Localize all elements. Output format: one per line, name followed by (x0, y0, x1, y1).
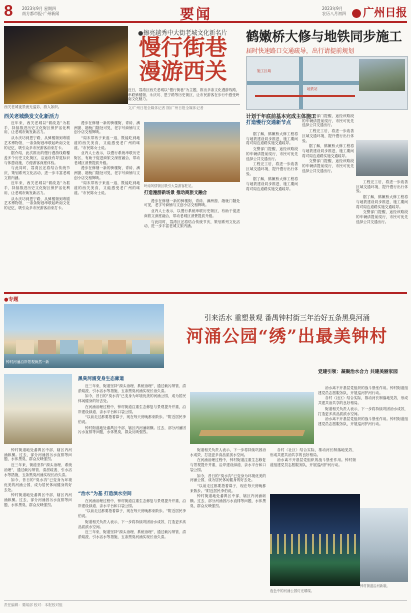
paragraph: 据介绍，此次推出的慢行漫游线路覆盖多个历史文化街区，沿途设有导览标识与休憩设施，方便游客深度体验。 (4, 151, 70, 165)
paragraph: 近年来，西关老城以“微改造”为抓手，持续推进历史文化街区保护活化利用，让老城市焕发新活力。 (4, 181, 70, 195)
paragraph: 交警部门提醒，途经该路段的车辆请提前绕行，市民可优先选择公共交通出行。 (246, 147, 298, 161)
paragraph: 钟村街道地处番禺区中部，辖区内河涌纵横。过去，部分河涌因污水直排等问题，水体黑臭，群众反映强烈。 (4, 448, 72, 462)
text-column-10 (190, 448, 266, 598)
paragraph: 钟村街道地处番禺区中部，辖区内河涌纵横。过去，部分河涌因污水直排等问题，水体黑臭，群众反映强烈。 (78, 425, 186, 435)
paragraph: 在河涌治理过程中，钟村街道注重生态修复与景观提升并重，沿岸建设绿道、亲水平台和口袋公园。 (190, 458, 266, 472)
feature-section-tag: ●专题 (4, 297, 19, 303)
night-park-photo (270, 494, 360, 586)
map-label-works: 施工区域 (257, 69, 271, 73)
paragraph: 钟村街道地处番禺区中部，辖区内河涌纵横。过去，部分河涌因污水直排等问题，水体黑臭，群众反映强烈。 (4, 493, 72, 507)
left-meta: 2023年9月 星期四 南方都市报·广州新闻 (22, 6, 60, 16)
headline-line-1: 慢行街巷 (138, 35, 227, 61)
route-map (246, 56, 408, 110)
street-market-photo (144, 122, 240, 182)
house-shape (60, 340, 78, 354)
text-column-9 (78, 499, 186, 597)
paper-name: 广州日报 (363, 6, 407, 19)
headline-line-2: 漫游西关 (138, 59, 227, 85)
paragraph: 交警部门提醒，途经该路段的车辆请提前绕行，市民可优先选择公共交通出行。 (356, 210, 408, 224)
paragraph: “以前走过都要捂着鼻子，现在每天傍晚都来散步。”附近居民李伯说。 (78, 415, 186, 424)
map-metro-line (255, 95, 355, 97)
paragraph: 在河涌治理过程中，钟村街道注重生态修复与景观提升并重，沿岸建设绿道、亲水平台和口袋公园。 (78, 404, 186, 414)
feature-right-head: 党建引领：凝聚治水合力 共建美丽家园 (318, 370, 398, 375)
riverside-photo (4, 304, 164, 368)
park-photo-left (4, 374, 72, 444)
text-column-3 (144, 190, 240, 290)
paragraph: 据了解，鹤嫩桥大修工程将与地铁建设同步推进，施工期间将对周边道路实施交通疏导。 (356, 195, 408, 209)
paragraph: 工程完工后，将进一步改善区域交通环境，提升慢行出行体验。 (356, 180, 408, 194)
house-shape (108, 340, 126, 354)
date-meta: 2023年9月 农历八月初四 (322, 6, 346, 16)
bridge-headline: 鹤嫩桥大修与地铁同步施工 (246, 30, 403, 45)
night-photo-caption: 西关老城夜景流光溢彩，游人如织。 (4, 105, 62, 109)
park-path (199, 430, 305, 436)
paragraph: 在河涌治理过程中，钟村街道注重生态修复与景观提升并重，沿岸建设绿道、亲水平台和口袋公园。 (78, 499, 186, 508)
paragraph: 街道相关负责人表示，下一步将持续巩固治水成效，打造更多高品质滨水空间。 (190, 448, 266, 457)
house-shape (84, 340, 102, 354)
paragraph: 街道相关负责人表示，下一步将持续巩固治水成效，打造更多高品质滨水空间。 (318, 406, 408, 416)
column-subhead: 打造漫游新场景 推动商旅文融合 (144, 191, 207, 196)
station-photo (356, 140, 408, 176)
night-street-photo (4, 26, 128, 104)
text-column-7 (4, 448, 72, 598)
string-lights (270, 534, 360, 554)
feature-headline: 河涌公园“绣”出最美钟村 (186, 327, 388, 347)
house-shape (132, 340, 150, 354)
riverside-tower-photo (360, 508, 408, 582)
roof-shape (38, 46, 94, 62)
bridge-photo (359, 59, 405, 91)
riverside-caption: 钟村河涌沿岸景观焕然一新 (6, 360, 50, 364)
paragraph: 与此同时，荔湾区还将结合传统节庆，策划系列文化活动，进一步丰富老城文旅内涵。 (144, 219, 240, 229)
paragraph: 据了解，鹤嫩桥大修工程将与地铁建设同步推进，施工期间将对周边道路实施交通疏导。 (246, 132, 298, 146)
market-photo-caption: 岭南风情街区吸引大量游客驻足。 (144, 184, 195, 188)
paragraph: 如今，昔日的“臭水沟”已变身为环境优美的河涌公园，成为居民休闲健身的好去处。 (190, 473, 266, 483)
logo-icon (352, 9, 361, 18)
feature-subhead-b: “治水”为基 打造滨水空间 (78, 492, 132, 497)
tower-caption: 钟村街道沿河新貌。 (360, 584, 390, 588)
feature-subhead-a: 黑臭河涌变身生态廊道 (78, 377, 124, 382)
section-divider (4, 292, 407, 294)
paragraph: 与此同时，荔湾区还将结合传统节庆，策划系列文化活动，进一步丰富老城文旅内涵。 (4, 166, 70, 180)
paragraph: 近三年来，街道坚持“源头治理、系统治理”，通过截污纳管、清淤疏浚、引水活水等措施，五条黑臭河涌实现长治久清。 (78, 384, 186, 393)
paragraph: 治水离不开基层党组织的战斗堡垒作用。钟村街道组建党员志愿服务队，开展巡河护河行动。 (318, 386, 408, 395)
paragraph: “以前走过都要捂着鼻子，现在每天傍晚都来散步。”附近居民李伯说。 (190, 483, 266, 493)
park-path-photo (190, 392, 314, 444)
column-head-left: 西关老城焕发文化新活力 (4, 114, 60, 120)
paragraph: 漫步在修缮一新的骑楼街，青砖、满洲窗、趟栊门随处可见，老字号商铺与文创小店交相辉映。 (144, 198, 240, 208)
paragraph: 近三年来，街道坚持“源头治理、系统治理”，通过截污纳管、清淤疏浚、引水活水等措施，五条黑臭河涌实现长治久清。 (78, 530, 186, 539)
paper-logo (352, 4, 407, 20)
paragraph: “周末带孩子来逛一逛，既能吃到地道的西关美食，又能感受老广州的味道。”市民陈女士说。 (74, 136, 140, 150)
map-road-main (247, 81, 359, 85)
paragraph: 交警部门提醒，途经该路段的车辆请提前绕行，市民可优先选择公共交通出行。 (302, 159, 354, 173)
paragraph: 治水离不开基层党组织的战斗堡垒作用。钟村街道组建党员志愿服务队，开展巡河护河行动。 (318, 417, 408, 426)
paragraph: “周末带孩子来逛一逛，既能吃到地道的西关美食，又能感受老广州的味道。”市民陈女士说。 (74, 181, 140, 195)
text-column-12 (270, 448, 356, 492)
paragraph: 漫步在修缮一新的骑楼街，青砖、满洲窗、趟栊门随处可见，老字号商铺与文创小店交相辉映。 (74, 121, 140, 135)
paragraph: 工程完工后，将进一步改善区域交通环境，提升慢行出行体验。 (246, 162, 298, 176)
paragraph: 治水离不开基层党组织的战斗堡垒作用。钟村街道组建党员志愿服务队，开展巡河护河行动。 (270, 458, 356, 468)
paragraph: 业内人士表示，以慢行系统串联历史街区，有助于促进商旅文深度融合，带动老城区消费提质升级。 (74, 151, 140, 165)
text-column-8 (78, 384, 186, 488)
paragraph: 如今，昔日的“臭水沟”已变身为环境优美的河涌公园，成为居民休闲健身的好去处。 (78, 394, 186, 404)
paragraph: 业内人士表示，以慢行系统串联历史街区，有助于促进商旅文深度融合，带动老城区消费提质升级。 (144, 209, 240, 218)
map-label-station: 地铁站 (307, 87, 318, 91)
night-park-caption: 夜色中的河涌公园灯光璀璨。 (270, 589, 315, 593)
house-shape (16, 340, 34, 354)
text-column-6 (356, 180, 408, 290)
house-shape (38, 340, 56, 354)
paragraph: 各村（社区）结合实际，推动河长制落地见效，形成共建共治共享的良好格局。 (318, 396, 408, 406)
paragraph: 工程完工后，将进一步改善区域交通环境，提升慢行出行体验。 (302, 129, 354, 143)
text-column-2 (74, 121, 140, 289)
paragraph: 各村（社区）结合实际，推动河长制落地见效，形成共建共治共享的良好格局。 (270, 448, 356, 457)
page-number: 8 (4, 3, 13, 20)
paragraph: 从永庆坊到恩宁路，从骑楼街到粤剧艺术博物馆，一条条街巷串联起岭南文化的记忆，吸引众多市民游客前来打卡。 (4, 196, 70, 210)
paragraph: 钟村街道地处番禺区中部，辖区内河涌纵横。过去，部分河涌因污水直排等问题，水体黑臭，群众反映强烈。 (190, 494, 266, 508)
paragraph: 漫步在修缮一新的骑楼街，青砖、满洲窗、趟栊门随处可见，老字号商铺与文创小店交相辉映。 (74, 166, 140, 180)
page-footer: 责任编辑：要闻部 校对：本报校对组 (4, 600, 407, 608)
paragraph: 近三年来，街道坚持“源头治理、系统治理”，通过截污纳管、清淤疏浚、引水活水等措施，五条黑臭河涌实现长治久清。 (4, 463, 72, 477)
paragraph: “以前走过都要捂着鼻子，现在每天傍晚都来散步。”附近居民李伯说。 (78, 509, 186, 519)
story-kicker: ●擦亮越秀中大街老城文化新名片 (138, 30, 228, 37)
story-summary: 近日，荔湾区西关老城以“慢行街巷”为主题，推出多条文化漫游线路，串联骑楼街、永庆坊、恩宁路等历史街区，让市民游客在步行中感受岭南文化魅力。 (128, 88, 240, 102)
masthead (4, 3, 407, 23)
story-byline: 文/广州日报全媒体记者 图/广州日报全媒体记者 (128, 104, 240, 111)
map-road-cross (299, 57, 303, 110)
text-column-5 (302, 114, 354, 290)
paragraph: 从永庆坊到恩宁路，从骑楼街到粤剧艺术博物馆，一条条街巷串联起岭南文化的记忆，吸引众多市民游客前来打卡。 (4, 136, 70, 150)
bridge-subhead: 届时快速路口交通疏导，出行请提前规划 (246, 48, 355, 55)
bridge-mid-subhead: 打造慢行交通新节点 (246, 120, 292, 126)
section-title: 要闻 (180, 7, 212, 23)
paragraph: 交警部门提醒，途经该路段的车辆请提前绕行，市民可优先选择公共交通出行。 (302, 114, 354, 128)
paragraph: 街道相关负责人表示，下一步将持续巩固治水成效，打造更多高品质滨水空间。 (78, 519, 186, 529)
paragraph: 据了解，鹤嫩桥大修工程将与地铁建设同步推进，施工期间将对周边道路实施交通疏导。 (246, 177, 298, 191)
text-column-4 (246, 132, 298, 290)
paragraph: 近年来，西关老城以“微改造”为抓手，持续推进历史文化街区保护活化利用，让老城市焕发新活力。 (4, 121, 70, 135)
paragraph: 据了解，鹤嫩桥大修工程将与地铁建设同步推进，施工期间将对周边道路实施交通疏导。 (302, 144, 354, 158)
text-column-1 (4, 121, 70, 289)
feature-kicker: 引来活水 重塑景观 番禺钟村街三年治好五条黑臭河涌 (204, 314, 370, 322)
paragraph: 如今，昔日的“臭水沟”已变身为环境优美的河涌公园，成为居民休闲健身的好去处。 (4, 478, 72, 492)
bridge-mid-head-line: 计划于年底前基本完成主体施工 (246, 114, 317, 120)
story-headline (128, 36, 238, 84)
